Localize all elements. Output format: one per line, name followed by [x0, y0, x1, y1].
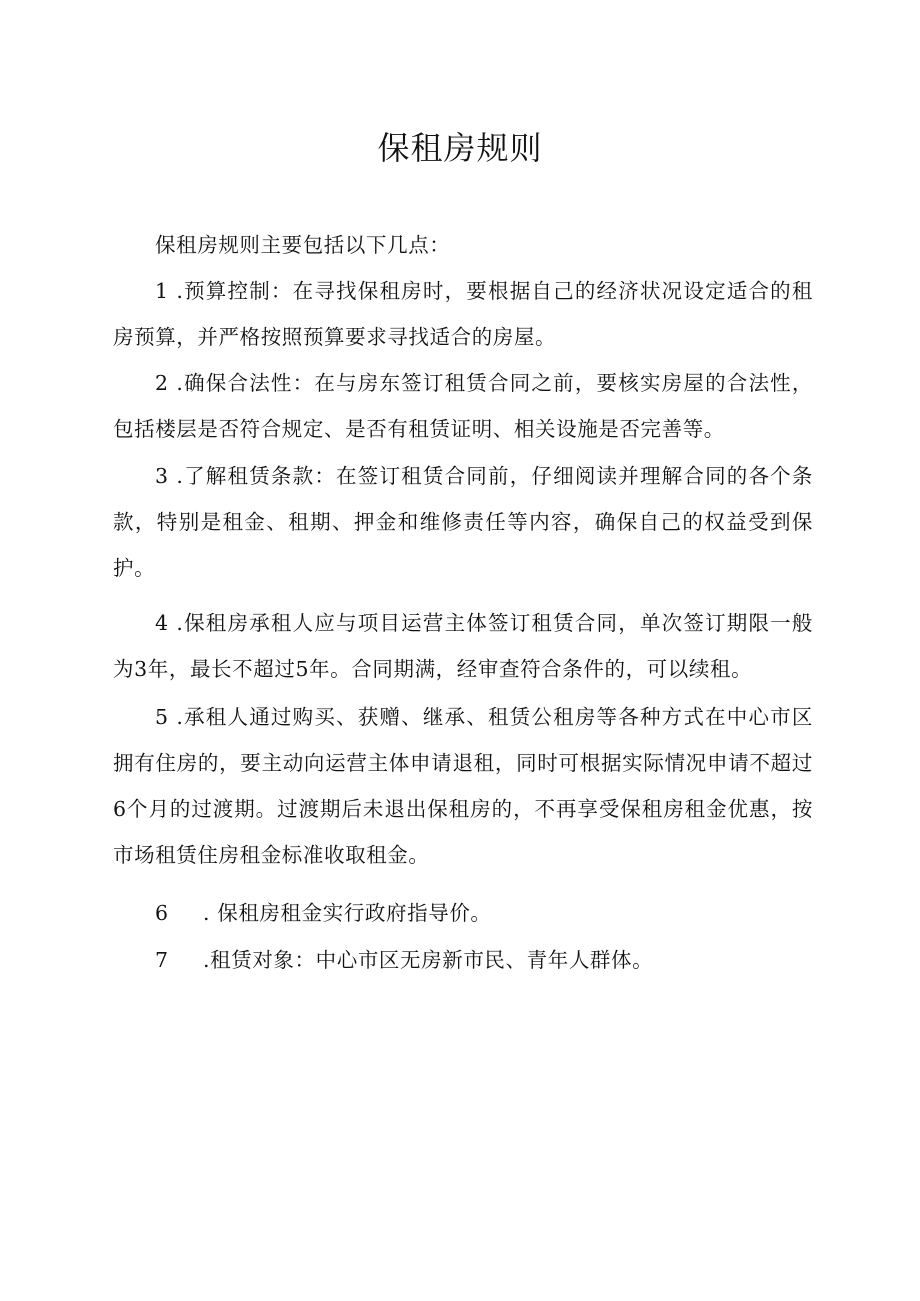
intro-paragraph: 保租房规则主要包括以下几点：: [155, 233, 451, 257]
rule-item-6-text: . 保租房租金实行政府指导价。: [203, 901, 492, 925]
rule-item-7: [155, 937, 653, 983]
rule-item-6: [155, 890, 492, 936]
document-title: 保租房规则: [377, 129, 543, 167]
rule-item-6-number: 6: [155, 901, 169, 925]
rule-item-7-text: .租赁对象：中心市区无房新市民、青年人群体。: [203, 948, 654, 972]
rule-item-2: 2 .确保合法性：在与房东签订租赁合同之前，要核实房屋的合法性，包括楼层是否符合规定、是否有租赁证明、相关设施是否完善等。: [113, 371, 813, 441]
rule-item-3: 3 .了解租赁条款：在签订租赁合同前，仔细阅读并理解合同的各个条款，特别是租金、租期、押金和维修责任等内容，确保自己的权益受到保护。: [113, 464, 813, 580]
rule-item-1: 1 .预算控制：在寻找保租房时，要根据自己的经济状况设定适合的租房预算，并严格按照预算要求寻找适合的房屋。: [113, 279, 813, 349]
rule-item-4: 4 .保租房承租人应与项目运营主体签订租赁合同，单次签订期限一般为3年，最长不超过5年。合同期满，经审查符合条件的，可以续租。: [113, 611, 813, 681]
rule-item-7-number: 7: [155, 948, 169, 972]
rule-item-5: 5 .承租人通过购买、获赠、继承、租赁公租房等各种方式在中心市区拥有住房的，要主动向运营主体申请退租，同时可根据实际情况申请不超过6个月的过渡期。过渡期后未退出保租房的，不再享受保租房租金优惠，按市场租赁住房租金标准收取租金。: [113, 705, 813, 867]
